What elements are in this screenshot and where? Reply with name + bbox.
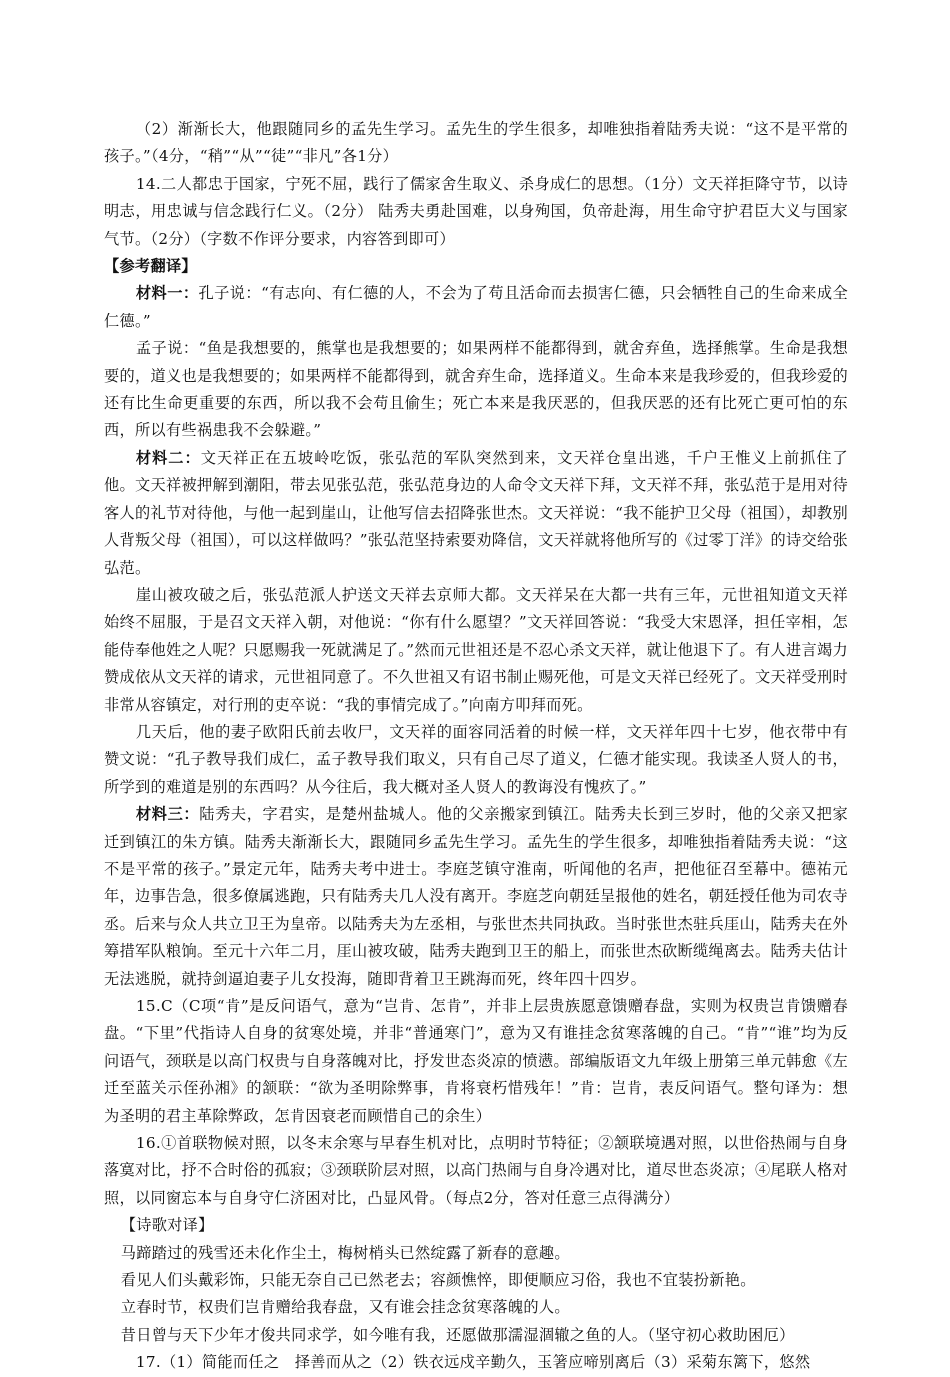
answer-16: 16.①首联物候对照，以冬末余寒与早春生机对比，点明时节特征；②颔联境遇对照，以世俗热闹与自身落寞对比，抒不合时俗的孤寂；③颈联阶层对照，以高门热闹与自身冷遇对比，道尽世态炎凉；④尾联人格对照，以同窗忘本与自身守仁济困对比，凸显风骨。（每点2分，答对任意三点得满分） (104, 1134, 848, 1207)
material-2-text: 文天祥正在五坡岭吃饭，张弘范的军队突然到来，文天祥仓皇出逃，千户王惟义上前抓住了他。文天祥被押解到潮阳，带去见张弘范，张弘范身边的人命令文天祥下拜，文天祥不拜，张弘范于是用对待客人的礼节对待他，与他一起到崖山，让他写信去招降张世杰。文天祥说：“我不能护卫父母（祖国），却教别人背叛父母（祖国），可以这样做吗？”张弘范坚持索要劝降信，文天祥就将他所写的《过零丁洋》的诗交给张弘范。 (104, 448, 849, 577)
answer-15: 15.C（C项“肯”是反问语气，意为“岂肯、怎肯”，并非上层贵族愿意馈赠春盘，实则为权贵岂肯馈赠春盘。“下里”代指诗人自身的贫寒处境，并非“普通寒门”，意为又有谁挂念贫寒落魄的自己。“肯”“谁”均为反问语气，颈联是以高门权贵与自身落魄对比，抒发世态炎凉的愤懑。部编版语文九年级上册第三单元韩愈《左迁至蓝关示侄孙湘》的颔联：“欲为圣明除弊事，肯将衰朽惜残年！”肯：岂肯，表反问语气。整句译为：想为圣明的君主革除弊政，怎肯因衰老而顾惜自己的余生） (104, 997, 848, 1125)
material-2-paragraph-3: 几天后，他的妻子欧阳氏前去收尸，文天祥的面容同活着的时候一样，文天祥年四十七岁，他衣带中有赞文说：“孔子教导我们成仁，孟子教导我们取义，只有自己尽了道义，仁德才能实现。我读圣人贤人的书，所学到的难道是别的东西吗？从今往后，我大概对圣人贤人的教诲没有愧疚了。” (104, 722, 848, 796)
material-1-paragraph (104, 280, 848, 335)
poem-line: 马蹄踏过的残雪还未化作尘土，梅树梢头已然绽露了新春的意趣。 (120, 1243, 570, 1262)
material-1-text: 孔子说：“有志向、有仁德的人，不会为了苟且活命而去损害仁德，只会牺牲自己的生命来成全仁德。” (104, 284, 849, 330)
material-1-paragraph-2: 孟子说：“鱼是我想要的，熊掌也是我想要的；如果两样不能都得到，就舍弃鱼，选择熊掌。生命是我想要的，道义也是我想要的；如果两样不能都得到，就舍弃生命，选择道义。生命本来是我珍爱的，但我珍爱的还有比生命更重要的东西，所以我不会苟且偷生；死亡本来是我厌恶的，但我厌恶的还有比死亡更可怕的东西，所以有些祸患我不会躲避。” (104, 339, 848, 440)
poem-translation-heading: 【诗歌对译】 (120, 1216, 214, 1235)
poem-line: 立春时节，权贵们岂肯赠给我春盘，又有谁会挂念贫寒落魄的人。 (120, 1298, 570, 1317)
poem-line: 看见人们头戴彩饰，只能无奈自己已然老去；容颜憔悴，即便顺应习俗，我也不宜装扮新艳。 (120, 1271, 756, 1290)
reference-translation-heading: 【参考翻译】 (104, 257, 197, 276)
material-1-label: 材料一： (135, 284, 199, 303)
poem-line: 昔日曾与天下少年才俊共同求学，如今唯有我，还愿做那濡湿涸辙之鱼的人。（坚守初心救助困厄） (120, 1325, 795, 1344)
answer-13-2: （2）渐渐长大，他跟随同乡的孟先生学习。孟先生的学生很多，却唯独指着陆秀夫说：“这不是平常的孩子。”（4分，“稍”“从”“徒”“非凡”各1分） (104, 120, 848, 166)
material-3-paragraph (104, 801, 848, 993)
material-3-text: 陆秀夫，字君实，是楚州盐城人。他的父亲搬家到镇江。陆秀夫长到三岁时，他的父亲又把家迁到镇江的朱方镇。陆秀夫渐渐长大，跟随同乡孟先生学习。孟先生的学生很多，却唯独指着陆秀夫说：“这不是平常的孩子。”景定元年，陆秀夫考中进士。李庭芝镇守淮南，听闻他的名声，把他征召至幕中。德祐元年，边事告急，很多僚属逃跑，只有陆秀夫几人没有离开。李庭芝向朝廷呈报他的姓名，朝廷授任他为司农寺丞。后来与众人共立卫王为皇帝。以陆秀夫为左丞相，与张世杰共同执政。当时张世杰驻兵厓山，陆秀夫在外筹措军队粮饷。至元十六年二月，厓山被攻破，陆秀夫跑到卫王的船上，而张世杰砍断缆绳离去。陆秀夫估计无法逃脱，就持剑逼迫妻子儿女投海，随即背着卫王跳海而死，终年四十四岁。 (104, 805, 848, 988)
material-2-label: 材料二： (135, 448, 201, 467)
material-2-paragraph (104, 445, 848, 582)
material-2-paragraph-2: 崖山被攻破之后，张弘范派人护送文天祥去京师大都。文天祥呆在大都一共有三年，元世祖知道文天祥始终不屈服，于是召文天祥入朝，对他说：“你有什么愿望？”文天祥回答说：“我受大宋恩泽，担任宰相，怎能侍奉他姓之人呢？只愿赐我一死就满足了。”然而元世祖还是不忍心杀文天祥，就让他退下了。有人进言竭力赞成依从文天祥的请求，元世祖同意了。不久世祖又有诏书制止赐死他，可是文天祥已经死了。文天祥受刑时非常从容镇定，对行刑的吏卒说：“我的事情完成了。”向南方叩拜而死。 (104, 585, 848, 714)
document-page (104, 116, 848, 1377)
answer-17: 17.（1）简能而任之 择善而从之（2）铁衣远戍辛勤久，玉箸应啼别离后（3）采菊东篱下，悠然 (135, 1353, 811, 1372)
answer-14: 14.二人都忠于国家，宁死不屈，践行了儒家舍生取义、杀身成仁的思想。（1分）文天祥拒降守节，以诗明志，用忠诚与信念践行仁义。（2分） 陆秀夫勇赴国难，以身殉国，负帝赴海，用生命守护君臣大义与国家气节。（2分）（字数不作评分要求，内容答到即可） (104, 174, 848, 248)
material-3-label: 材料三： (135, 805, 200, 824)
